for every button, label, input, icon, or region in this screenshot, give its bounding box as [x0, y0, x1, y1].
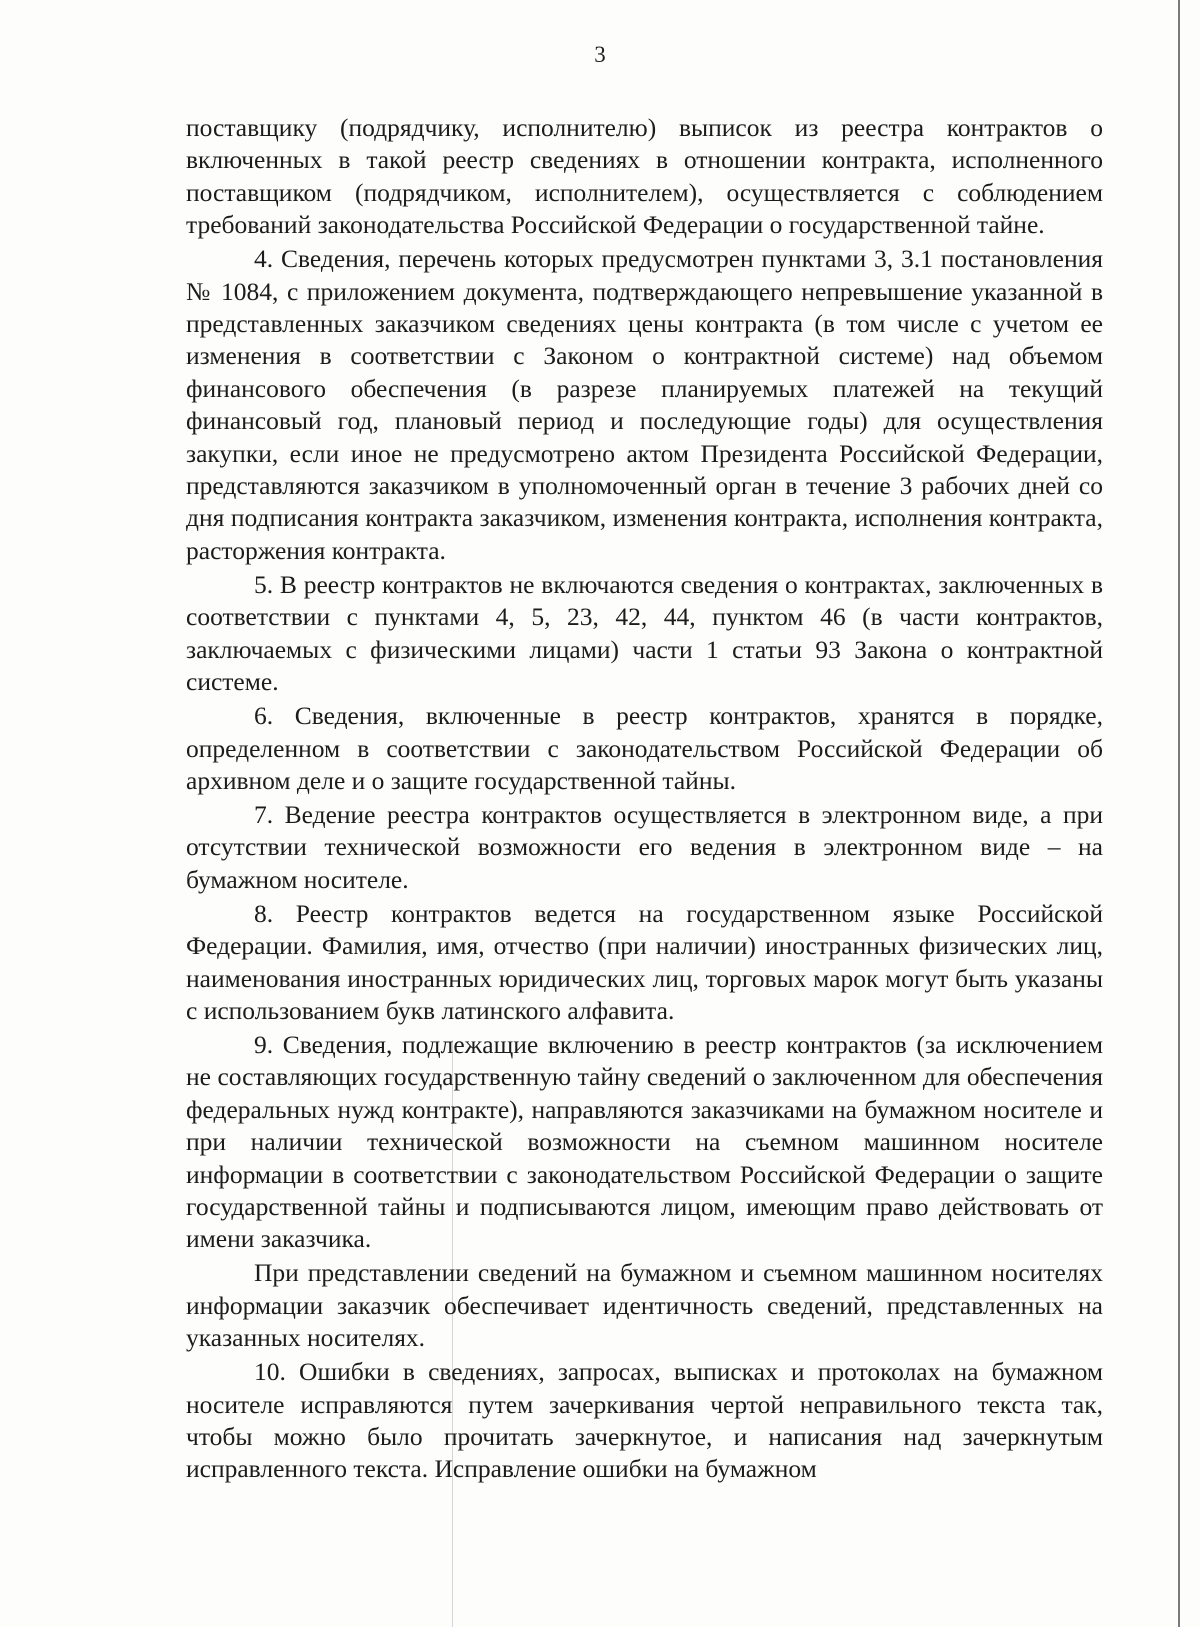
- paragraph-item-9-continued: При представлении сведений на бумажном и съемном машинном носителях информации заказчик обеспечивает идентичность сведений, представленных на указанных носителях.: [186, 1258, 1103, 1353]
- page-number: 3: [594, 42, 606, 67]
- paragraph-item-9: 9. Сведения, подлежащие включению в реестр контрактов (за исключением не составляющих государственную тайну сведений о заключенном для обеспечения федеральных нужд контракте), направляются заказчиками на бумажном носителе и при наличии технической возможности на съемном машинном носителе информации в соответствии с законодательством Российской Федерации о защите государственной тайны и подписываются лицом, имеющим право действовать от имени заказчика.: [186, 1029, 1103, 1254]
- page-edge: [1178, 0, 1180, 1627]
- paragraph-item-8: 8. Реестр контрактов ведется на государственном языке Российской Федерации. Фамилия, имя, отчество (при наличии) иностранных физических лиц, наименования иностранных юридических лиц, торговых марок могут быть указаны с использованием букв латинского алфавита.: [186, 898, 1103, 1025]
- paragraph-item-10: 10. Ошибки в сведениях, запросах, выписках и протоколах на бумажном носителе исправляются путем зачеркивания чертой неправильного текста так, чтобы можно было прочитать зачеркнутое, и написания над зачеркнутым исправленного текста. Исправление ошибки на бумажном: [186, 1357, 1103, 1484]
- paragraph-item-7: 7. Ведение реестра контрактов осуществляется в электронном виде, а при отсутствии технической возможности его ведения в электронном виде – на бумажном носителе.: [186, 799, 1103, 894]
- paragraph-item-4: 4. Сведения, перечень которых предусмотрен пунктами 3, 3.1 постановления № 1084, с приложением документа, подтверждающего непревышение указанной в представленных заказчиком сведениях цены контракта (в том числе с учетом ее изменения в соответствии с Законом о контрактной системе) над объемом финансового обеспечения (в разрезе планируемых платежей на текущий финансовый год, плановый период и последующие годы) для осуществления закупки, если иное не предусмотрено актом Президента Российской Федерации, представляются заказчиком в уполномоченный орган в течение 3 рабочих дней со дня подписания контракта заказчиком, изменения контракта, исполнения контракта, расторжения контракта.: [186, 244, 1103, 565]
- paragraph-item-5: 5. В реестр контрактов не включаются сведения о контрактах, заключенных в соответствии с пунктами 4, 5, 23, 42, 44, пунктом 46 (в части контрактов, заключаемых с физическими лицами) части 1 статьи 93 Закона о контрактной системе.: [186, 569, 1103, 697]
- paragraph-item-6: 6. Сведения, включенные в реестр контрактов, хранятся в порядке, определенном в соответствии с законодательством Российской Федерации об архивном деле и о защите государственной тайны.: [186, 701, 1103, 795]
- document-body: [186, 112, 1103, 1487]
- paragraph-continuation: поставщику (подрядчику, исполнителю) выписок из реестра контрактов о включенных в такой реестр сведениях в отношении контракта, исполненного поставщиком (подрядчиком, исполнителем), осуществляется с соблюдением требований законодательства Российской Федерации о государственной тайне.: [186, 113, 1103, 240]
